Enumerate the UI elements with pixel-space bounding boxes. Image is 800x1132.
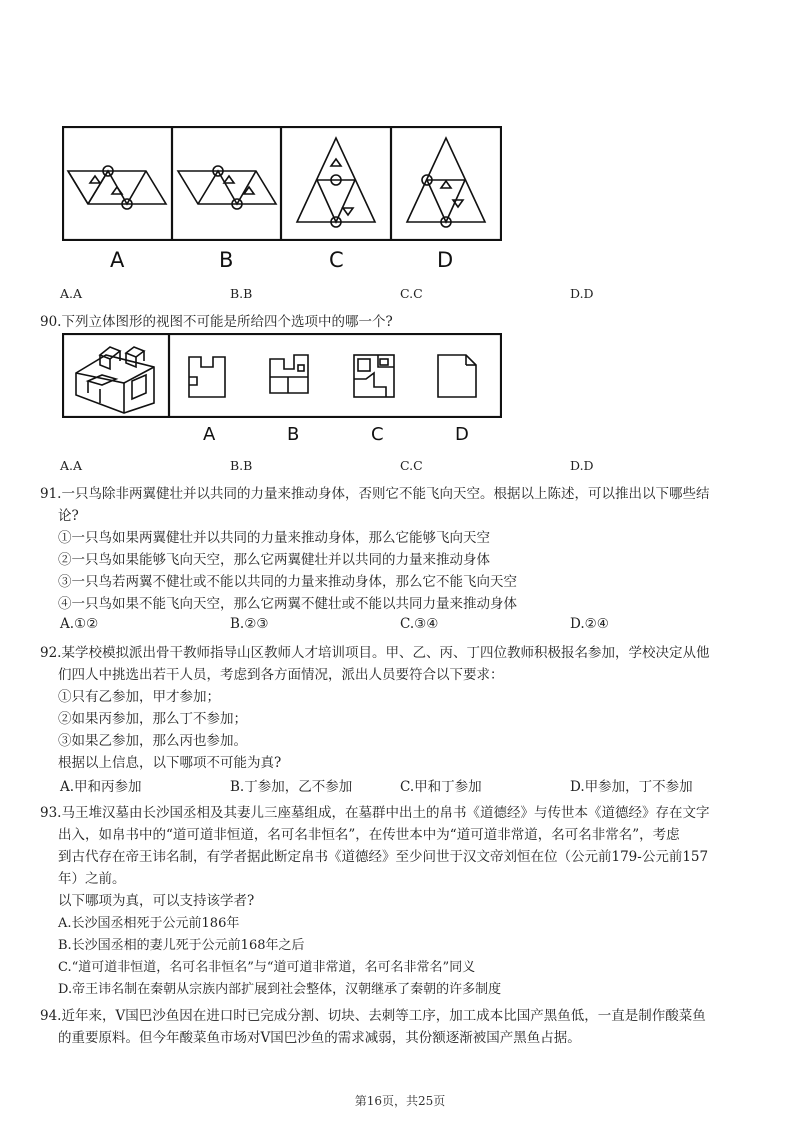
q89-panel-c	[297, 138, 375, 227]
q93-stem-line2: 出入，如帛书中的“道可道非恒道，名可名非恒名”，在传世本中为“道可道非常道，名可名非常名”，考虑	[58, 827, 680, 843]
q90-view-a	[189, 357, 225, 397]
q90-view-b	[270, 355, 308, 393]
q89-panel-b	[178, 166, 276, 209]
q90-solid	[76, 347, 154, 413]
q89-panel-d	[407, 138, 485, 227]
q90-figure	[62, 333, 502, 418]
q93-option-c[interactable]: C.“道可道非恒道，名可名非恒名”与“道可道非常道，名可名非常名”同义	[58, 960, 476, 975]
q90-label-c: C	[371, 424, 384, 445]
q92-option-a[interactable]: A.甲和丙参加	[60, 779, 142, 795]
q93-option-b[interactable]: B.长沙国丞相的妻儿死于公元前168年之后	[58, 938, 305, 953]
q92-stem-line1: 92.某学校模拟派出骨干教师指导山区教师人才培训项目。甲、乙、丙、丁四位教师积极报名参加，学校决定从他	[40, 645, 710, 661]
q92-condition-2: ②如果丙参加，那么丁不参加；	[58, 711, 247, 727]
q90-option-a[interactable]: A.A	[60, 458, 83, 473]
q90-option-b[interactable]: B.B	[230, 458, 253, 473]
q91-statement-3: ③一只鸟若两翼不健壮或不能以共同的力量来推动身体，那么它不能飞向天空	[58, 574, 517, 590]
q89-option-b[interactable]: B.B	[230, 286, 253, 301]
q92-options	[60, 775, 760, 793]
q91-option-c[interactable]: C.③④	[400, 616, 439, 632]
q92-condition-1: ①只有乙参加，甲才参加；	[58, 689, 220, 705]
q89-label-a: A	[110, 248, 125, 272]
q91-statement-4: ④一只鸟如果不能飞向天空，那么它两翼不健壮或不能以共同力量来推动身体	[58, 596, 517, 612]
q91-option-d[interactable]: D.②④	[570, 616, 609, 632]
q94-stem-line1: 94.近年来，V国巴沙鱼因在进口时已完成分割、切块、去刺等工序，加工成本比国产黑鱼低，一直是制作酸菜鱼	[40, 1008, 706, 1024]
q89-panel-a	[68, 166, 166, 209]
q93-option-d[interactable]: D.帝王讳名制在秦朝从宗族内部扩展到社会整体，汉朝继承了秦朝的许多制度	[58, 982, 502, 997]
q92-option-d[interactable]: D.甲参加，丁不参加	[570, 779, 693, 795]
q92-option-b[interactable]: B.丁参加，乙不参加	[230, 779, 353, 795]
q92-option-c[interactable]: C.甲和丁参加	[400, 779, 482, 795]
q89-figure-drawing	[62, 126, 502, 241]
page-footer: 第16页，共25页	[354, 1094, 446, 1108]
q93-stem-line1: 93.马王堆汉墓由长沙国丞相及其妻儿三座墓组成，在墓群中出土的帛书《道德经》与传世本《道德经》存在文字	[40, 805, 710, 821]
q90-label-d: D	[455, 424, 469, 445]
q91-stem-line1: 91.一只鸟除非两翼健壮并以共同的力量来推动身体，否则它不能飞向天空。根据以上陈述，可以推出以下哪些结	[40, 486, 710, 502]
q93-option-a[interactable]: A.长沙国丞相死于公元前186年	[58, 916, 240, 931]
q89-option-d[interactable]: D.D	[570, 286, 594, 301]
q92-condition-3: ③如果乙参加，那么丙也参加。	[58, 733, 247, 749]
q89-option-a[interactable]: A.A	[60, 286, 83, 301]
q93-stem-line4: 年）之前。	[58, 871, 126, 887]
q89-label-b: B	[219, 248, 234, 272]
q91-statement-2: ②一只鸟如果能够飞向天空，那么它两翼健壮并以共同的力量来推动身体	[58, 552, 490, 568]
q93-stem-line3: 到古代存在帝王讳名制，有学者据此断定帛书《道德经》至少问世于汉文帝刘恒在位（公元前179-公元前157	[58, 849, 709, 865]
q89-label-d: D	[437, 248, 454, 272]
q92-ask: 根据以上信息，以下哪项不可能为真?	[58, 755, 282, 771]
q90-option-c[interactable]: C.C	[400, 458, 423, 473]
q89-option-c[interactable]: C.C	[400, 286, 423, 301]
q91-option-a[interactable]: A.①②	[60, 616, 99, 632]
q93-ask: 以下哪项为真，可以支持该学者?	[58, 893, 255, 909]
q89-options	[60, 286, 760, 304]
q90-view-d	[438, 355, 476, 397]
q91-options	[60, 616, 760, 634]
q90-option-d[interactable]: D.D	[570, 458, 594, 473]
q90-view-c	[354, 355, 394, 397]
q92-stem-line2: 们四人中挑选出若干人员，考虑到各方面情况，派出人员要符合以下要求：	[58, 667, 504, 683]
q89-label-c: C	[329, 248, 344, 272]
q90-stem: 90.下列立体图形的视图不可能是所给四个选项中的哪一个?	[40, 314, 393, 330]
q90-label-a: A	[203, 424, 216, 445]
q91-stem-line2: 论?	[58, 508, 79, 524]
q90-label-b: B	[287, 424, 300, 445]
q89-figure	[62, 126, 502, 241]
q91-statement-1: ①一只鸟如果两翼健壮并以共同的力量来推动身体，那么它能够飞向天空	[58, 530, 490, 546]
q91-option-b[interactable]: B.②③	[230, 616, 269, 632]
q90-options	[60, 458, 760, 476]
q94-stem-line2: 的重要原料。但今年酸菜鱼市场对V国巴沙鱼的需求减弱，其份额逐渐被国产黑鱼占据。	[58, 1030, 581, 1046]
q90-figure-drawing	[62, 333, 502, 418]
